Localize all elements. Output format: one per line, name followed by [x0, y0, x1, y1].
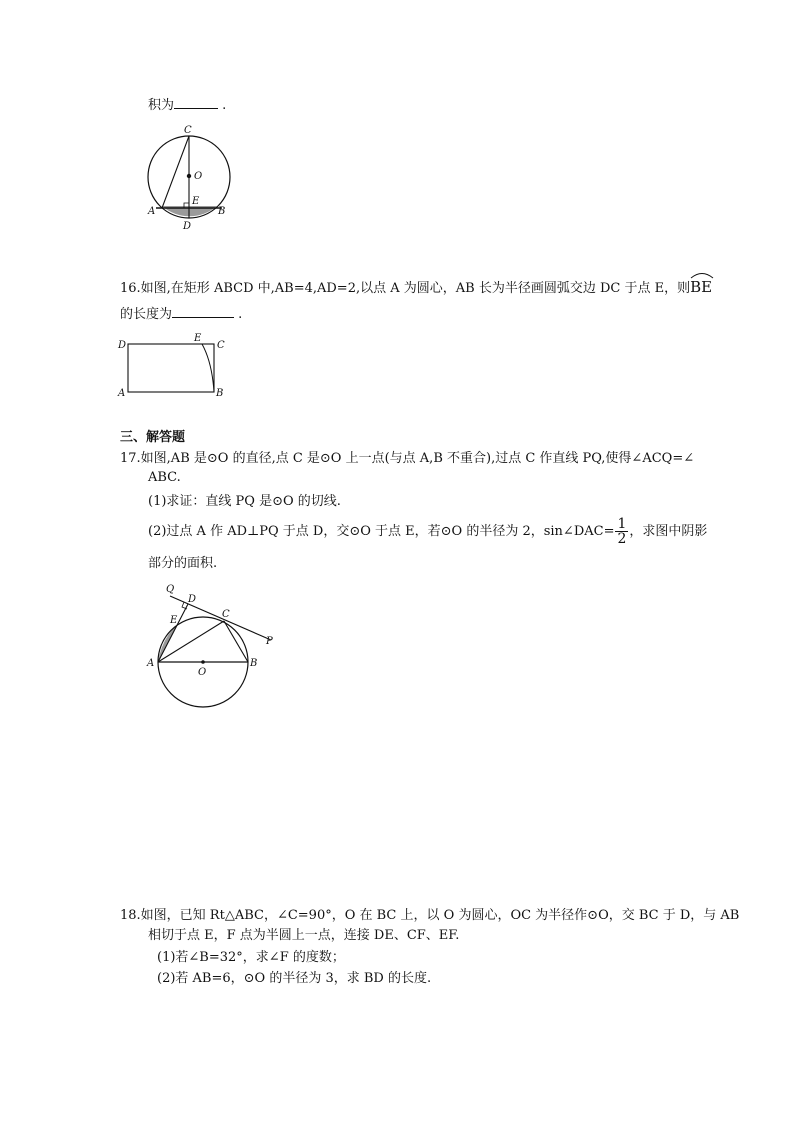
answer-blank: [174, 96, 218, 109]
label-p: P: [266, 636, 273, 647]
q18-line1: 18.如图，已知 Rt△ABC，∠C=90°，O 在 BC 上，以 O 为圆心，OC 为半径作⊙O，交 BC 于 D，与 AB: [120, 908, 740, 923]
center-point: [201, 660, 205, 664]
label-c: C: [222, 609, 230, 620]
q16-end: .: [238, 307, 243, 322]
q15-text-tail: 积为: [148, 98, 175, 113]
q16-line2: 的长度为: [120, 307, 173, 322]
q17-part2: [148, 517, 707, 546]
label-c: C: [184, 125, 192, 136]
q18-part1: (1)若∠B=32°，求∠F 的度数；: [157, 950, 345, 965]
q17-part2-line2: 部分的面积.: [148, 556, 218, 571]
label-d: D: [188, 594, 197, 605]
arc-label: BE: [690, 278, 713, 296]
label-a: A: [147, 658, 155, 669]
chord-bc: [224, 621, 248, 662]
q15-text: [148, 96, 226, 115]
q17-part2-pre: (2)过点 A 作 AD⊥PQ 于点 D，交⊙O 于点 E，若⊙O 的半径为 2，sin∠DAC=: [148, 524, 615, 539]
label-d: D: [118, 340, 127, 351]
label-b: B: [218, 206, 226, 217]
fraction-numerator: 1: [617, 516, 627, 532]
label-c: C: [217, 340, 225, 351]
q15-end: .: [222, 98, 227, 113]
fraction-denominator: 2: [617, 531, 627, 547]
arc-be: [690, 274, 712, 296]
label-q: Q: [166, 584, 175, 595]
q17-part2-post: ，求图中阴影: [629, 524, 708, 539]
arc-mark: [690, 271, 714, 279]
q17-figure: [144, 580, 284, 710]
q16-text: [120, 274, 712, 298]
q18-part2: (2)若 AB=6，⊙O 的半径为 3，求 BD 的长度.: [157, 971, 432, 986]
label-b: B: [216, 388, 224, 399]
answer-blank: [172, 305, 234, 318]
q18-line2: 相切于点 E，F 点为半圆上一点，连接 DE、CF、EF.: [148, 928, 460, 943]
label-a: A: [148, 206, 156, 217]
label-b: B: [250, 658, 258, 669]
fraction: [615, 517, 628, 546]
label-e: E: [192, 196, 200, 207]
q15-figure: [140, 122, 240, 234]
label-o: O: [198, 667, 207, 678]
q17-line2: ABC.: [148, 470, 181, 485]
arc-be-figure: [202, 344, 214, 392]
q17-line1: 17.如图,AB 是⊙O 的直径,点 C 是⊙O 上一点(与点 A,B 不重合),过点 C 作直线 PQ,使得∠ACQ=∠: [120, 451, 695, 466]
label-e: E: [170, 615, 178, 626]
tangent-pq: [170, 596, 271, 640]
label-a: A: [118, 388, 126, 399]
label-o: O: [194, 171, 203, 182]
rectangle-abcd: [128, 344, 214, 392]
q16-figure: [114, 330, 234, 402]
q17-part1: (1)求证：直线 PQ 是⊙O 的切线.: [148, 494, 341, 509]
label-e: E: [194, 333, 202, 344]
center-point: [187, 174, 191, 178]
label-d: D: [183, 221, 192, 232]
q16-line1: 16.如图,在矩形 ABCD 中,AB=4,AD=2,以点 A 为圆心，AB 长为半径画圆弧交边 DC 于点 E，则: [120, 281, 691, 296]
section-title: 三、解答题: [120, 430, 186, 445]
chord-ac: [162, 136, 189, 208]
q16-line2-wrap: [120, 305, 242, 324]
